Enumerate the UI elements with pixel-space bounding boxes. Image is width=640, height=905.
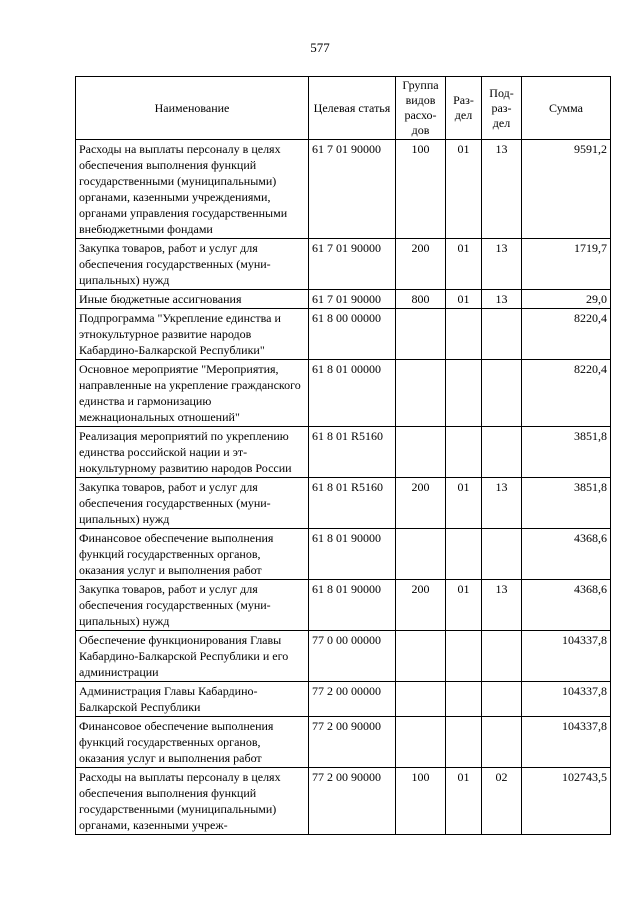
cell-code: 77 2 00 90000 xyxy=(309,717,396,768)
cell-section: 01 xyxy=(446,580,482,631)
cell-sum: 102743,5 xyxy=(522,768,611,835)
cell-sum: 8220,4 xyxy=(522,360,611,427)
cell-code: 77 2 00 90000 xyxy=(309,768,396,835)
cell-code: 61 8 01 R5160 xyxy=(309,478,396,529)
cell-group: 100 xyxy=(396,140,446,239)
cell-subsection: 13 xyxy=(482,140,522,239)
cell-name: Закупка товаров, работ и услуг для обеспечения государственных (муниципальных) нужд xyxy=(76,239,309,290)
cell-subsection xyxy=(482,682,522,717)
cell-subsection: 13 xyxy=(482,239,522,290)
cell-subsection: 13 xyxy=(482,290,522,309)
cell-name: Администрация Главы Кабардино-Балкарской Республики xyxy=(76,682,309,717)
cell-group xyxy=(396,360,446,427)
cell-group xyxy=(396,717,446,768)
cell-subsection: 02 xyxy=(482,768,522,835)
header-row xyxy=(76,77,611,140)
cell-group: 200 xyxy=(396,580,446,631)
header-subsection: Под-раз-дел xyxy=(482,77,522,140)
cell-code: 61 7 01 90000 xyxy=(309,140,396,239)
cell-name: Подпрограмма "Укрепление единства и этнокультурное развитие народов Кабардино-Балкарской Республики" xyxy=(76,309,309,360)
cell-sum: 3851,8 xyxy=(522,427,611,478)
cell-sum: 4368,6 xyxy=(522,529,611,580)
table-row xyxy=(76,239,611,290)
cell-code: 77 0 00 00000 xyxy=(309,631,396,682)
cell-name: Расходы на выплаты персоналу в целях обеспечения выполнения функций государственными (муниципальными) органами, казенными учреждениями, органами управления государственными внебюджетными фондами xyxy=(76,140,309,239)
cell-code: 61 7 01 90000 xyxy=(309,239,396,290)
cell-code: 61 8 01 00000 xyxy=(309,360,396,427)
table-row xyxy=(76,360,611,427)
cell-subsection xyxy=(482,717,522,768)
cell-section xyxy=(446,717,482,768)
cell-subsection xyxy=(482,529,522,580)
table-row xyxy=(76,580,611,631)
cell-section: 01 xyxy=(446,478,482,529)
cell-section: 01 xyxy=(446,140,482,239)
cell-group: 200 xyxy=(396,239,446,290)
cell-code: 61 8 01 90000 xyxy=(309,580,396,631)
cell-sum: 9591,2 xyxy=(522,140,611,239)
cell-section: 01 xyxy=(446,768,482,835)
table-row xyxy=(76,682,611,717)
cell-section xyxy=(446,529,482,580)
cell-code: 61 8 00 00000 xyxy=(309,309,396,360)
cell-section xyxy=(446,427,482,478)
cell-section xyxy=(446,631,482,682)
cell-name: Закупка товаров, работ и услуг для обеспечения государственных (муниципальных) нужд xyxy=(76,478,309,529)
table-row xyxy=(76,631,611,682)
table-row xyxy=(76,768,611,835)
cell-name: Обеспечение функционирования Главы Кабардино-Балкарской Республики и его администрации xyxy=(76,631,309,682)
cell-code: 77 2 00 00000 xyxy=(309,682,396,717)
cell-code: 61 8 01 R5160 xyxy=(309,427,396,478)
header-group: Группа видов расхо-дов xyxy=(396,77,446,140)
cell-group: 100 xyxy=(396,768,446,835)
table-row xyxy=(76,478,611,529)
cell-section: 01 xyxy=(446,290,482,309)
cell-group xyxy=(396,631,446,682)
cell-subsection xyxy=(482,360,522,427)
cell-sum: 104337,8 xyxy=(522,682,611,717)
cell-subsection xyxy=(482,631,522,682)
cell-sum: 3851,8 xyxy=(522,478,611,529)
cell-section xyxy=(446,360,482,427)
table-row xyxy=(76,717,611,768)
table-row xyxy=(76,140,611,239)
cell-sum: 1719,7 xyxy=(522,239,611,290)
cell-subsection: 13 xyxy=(482,580,522,631)
cell-group: 800 xyxy=(396,290,446,309)
budget-table xyxy=(75,76,611,835)
cell-section: 01 xyxy=(446,239,482,290)
cell-name: Финансовое обеспечение выполнения функций государственных органов, оказания услуг и выполнения работ xyxy=(76,717,309,768)
cell-group xyxy=(396,427,446,478)
cell-group: 200 xyxy=(396,478,446,529)
table-row xyxy=(76,529,611,580)
cell-sum: 104337,8 xyxy=(522,631,611,682)
table-row xyxy=(76,290,611,309)
table-row xyxy=(76,309,611,360)
header-name: Наименование xyxy=(76,77,309,140)
cell-name: Расходы на выплаты персоналу в целях обеспечения выполнения функций государственными (муниципальными) органами, казенными учреж- xyxy=(76,768,309,835)
cell-group xyxy=(396,682,446,717)
cell-section xyxy=(446,682,482,717)
cell-subsection xyxy=(482,309,522,360)
cell-name: Закупка товаров, работ и услуг для обеспечения государственных (муниципальных) нужд xyxy=(76,580,309,631)
page-number: 577 xyxy=(310,40,330,55)
cell-group xyxy=(396,309,446,360)
cell-name: Реализация мероприятий по укреплению единства российской нации и этнокультурному развитию народов России xyxy=(76,427,309,478)
table-row xyxy=(76,427,611,478)
table-header xyxy=(76,77,611,140)
cell-group xyxy=(396,529,446,580)
cell-subsection: 13 xyxy=(482,478,522,529)
cell-code: 61 7 01 90000 xyxy=(309,290,396,309)
cell-name: Иные бюджетные ассигнования xyxy=(76,290,309,309)
cell-sum: 29,0 xyxy=(522,290,611,309)
header-section: Раз-дел xyxy=(446,77,482,140)
table-body xyxy=(76,140,611,835)
cell-sum: 8220,4 xyxy=(522,309,611,360)
header-code: Целевая статья xyxy=(309,77,396,140)
cell-code: 61 8 01 90000 xyxy=(309,529,396,580)
cell-subsection xyxy=(482,427,522,478)
cell-sum: 104337,8 xyxy=(522,717,611,768)
cell-name: Основное мероприятие "Мероприятия, направленные на укрепление гражданского единства и гармонизацию межнациональных отношений" xyxy=(76,360,309,427)
cell-sum: 4368,6 xyxy=(522,580,611,631)
cell-name: Финансовое обеспечение выполнения функций государственных органов, оказания услуг и выполнения работ xyxy=(76,529,309,580)
header-sum: Сумма xyxy=(522,77,611,140)
cell-section xyxy=(446,309,482,360)
